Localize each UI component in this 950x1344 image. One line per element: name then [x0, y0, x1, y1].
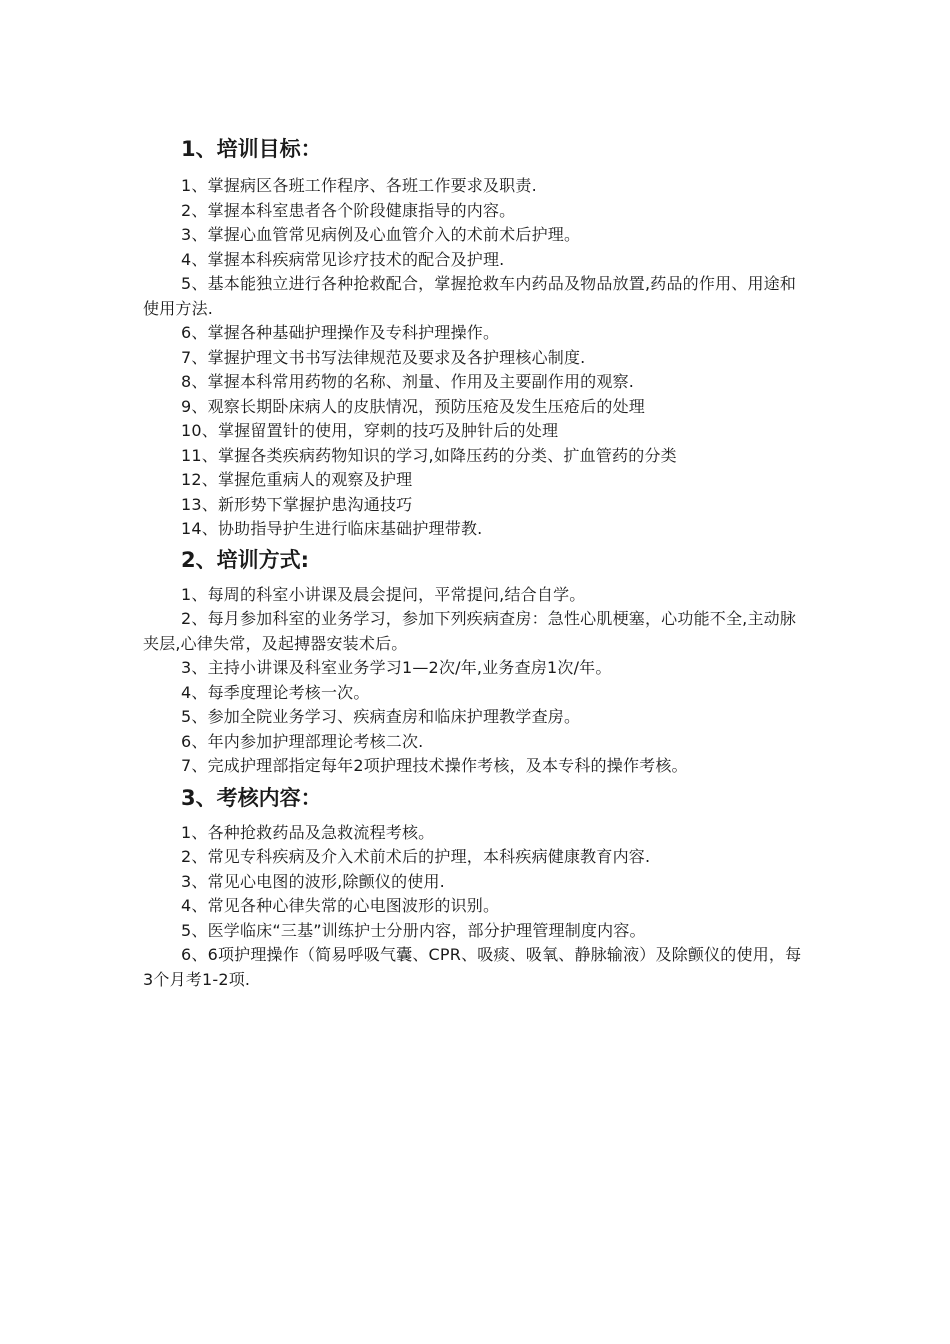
list-item: 2、常见专科疾病及介入术前术后的护理，本科疾病健康教育内容.: [181, 847, 651, 866]
list-item: 3、主持小讲课及科室业务学习1—2次/年,业务查房1次/年。: [181, 658, 612, 677]
list-item: 1、掌握病区各班工作程序、各班工作要求及职责.: [181, 176, 537, 195]
list-item: 5、参加全院业务学习、疾病查房和临床护理教学查房。: [181, 707, 581, 726]
document-page: [143, 134, 807, 992]
training-goals-list: [143, 174, 807, 542]
list-item: 1、各种抢救药品及急救流程考核。: [181, 822, 435, 842]
list-item: 7、掌握护理文书书写法律规范及要求及各护理核心制度.: [181, 347, 586, 367]
list-item: 4、常见各种心律失常的心电图波形的识别。: [181, 896, 500, 915]
section-title-training-goals: 1、培训目标：: [181, 137, 322, 161]
list-item: 5、医学临床“三基”训练护士分册内容，部分护理管理制度内容。: [181, 920, 646, 940]
list-item: 3、掌握心血管常见病例及心血管介入的术前术后护理。: [181, 225, 581, 244]
list-item: 3、常见心电图的波形,除颤仪的使用.: [181, 871, 445, 891]
list-item: 14、协助指导护生进行临床基础护理带教.: [181, 519, 483, 538]
training-methods-list: [143, 583, 807, 779]
list-item: 11、掌握各类疾病药物知识的学习,如降压药的分类、扩血管药的分类: [181, 445, 677, 465]
list-item: 10、掌握留置针的使用，穿刺的技巧及肿针后的处理: [181, 421, 559, 440]
list-item: 8、掌握本科常用药物的名称、剂量、作用及主要副作用的观察.: [181, 372, 635, 391]
list-item: 4、掌握本科疾病常见诊疗技术的配合及护理.: [181, 249, 505, 269]
list-item: 6、年内参加护理部理论考核二次.: [181, 731, 424, 751]
list-item: 6、掌握各种基础护理操作及专科护理操作。: [181, 323, 500, 342]
list-item: 13、新形势下掌握护患沟通技巧: [181, 494, 413, 514]
list-item: 7、完成护理部指定每年2项护理技术操作考核，及本专科的操作考核。: [181, 756, 688, 775]
section-title-assessment-content: 3、考核内容：: [181, 785, 322, 810]
list-item: 6、6项护理操作（简易呼吸气囊、CPR、吸痰、吸氧、静脉输液）及除颤仪的使用，每3个月考1-2项.: [143, 945, 802, 989]
list-item: 12、掌握危重病人的观察及护理: [181, 470, 413, 489]
list-item: 5、基本能独立进行各种抢救配合，掌握抢救车内药品及物品放置,药品的作用、用途和使用方法.: [143, 274, 797, 318]
list-item: 9、观察长期卧床病人的皮肤情况，预防压疮及发生压疮后的处理: [181, 396, 645, 416]
assessment-content-list: [143, 821, 807, 993]
list-item: 4、每季度理论考核一次。: [181, 682, 370, 702]
section-title-training-methods: 2、培训方式:: [181, 547, 310, 572]
list-item: 2、每月参加科室的业务学习，参加下列疾病查房：急性心肌梗塞，心功能不全,主动脉夹层,心律失常，及起搏器安装术后。: [143, 609, 797, 653]
list-item: 2、掌握本科室患者各个阶段健康指导的内容。: [181, 200, 516, 220]
list-item: 1、每周的科室小讲课及晨会提问，平常提问,结合自学。: [181, 584, 586, 604]
